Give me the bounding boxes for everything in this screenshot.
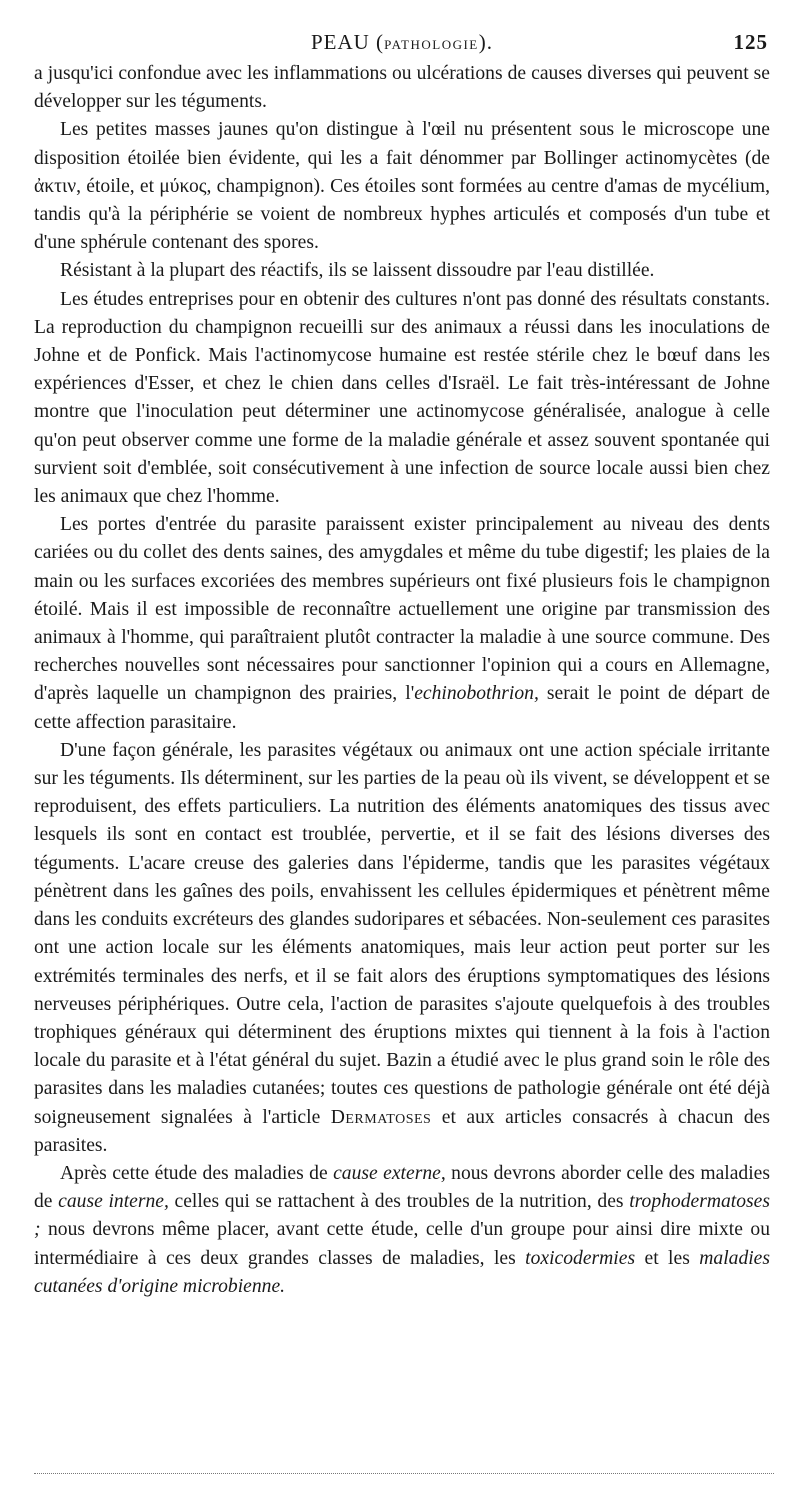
paragraph-6-text-a: D'une façon générale, les parasites végétaux ou animaux ont une action spéciale irritante sur les téguments. Ils déterminent, sur les parties de la peau où ils vivent, se développent et se reproduisent, des effets particuliers. La nutrition des éléments anatomiques des tissus avec lesquels ils sont en contact est troublée, pervertie, et il se fait des lésions diverses des téguments. L'acare creuse des galeries dans l'épiderme, tandis que les parasites végétaux pénètrent dans les gaînes des poils, envahissent les cellules épidermiques et pénètrent même dans les conduits excréteurs des glandes sudoripares et sébacées. Non-seulement ces parasites ont une action locale sur les éléments anatomiques, mais leur action peut porter sur les extrémités terminales des nerfs, et il se fait alors des éruptions symptomatiques des lésions nerveuses périphériques. Outre cela, l'action de parasites s'ajoute quelquefois à des troubles trophiques généraux qui déterminent des éruptions mixtes qui tiennent à la fois à l'action locale du parasite et à l'état général du sujet. Bazin a étudié avec le plus grand soin le rôle des parasites dans les maladies cutanées; toutes ces questions de pathologie générale ont été déjà soigneusement signalées à l'article [34, 739, 770, 1128]
running-title-subject: PATHOLOGIE [384, 37, 479, 52]
paragraph-7-italic-4: toxicodermies [525, 1247, 636, 1269]
paragraph-7-text-b: nous devrons aborder celle des maladies de [34, 1162, 770, 1213]
body-text [34, 60, 770, 1301]
running-title-end: ). [478, 30, 494, 54]
paragraph-6-text-b: et aux articles consacrés à chacun des parasites. [34, 1106, 770, 1156]
running-header [34, 24, 770, 60]
paragraph-7-text-a: Après cette étude des maladies de [60, 1162, 334, 1184]
paragraph-5-italic: echinobothrion, [414, 683, 539, 705]
paragraph-7-text-e: et les [635, 1247, 700, 1269]
paragraph-7 [34, 1160, 770, 1301]
paragraph-7-italic-3: trophodermatoses ; [34, 1191, 770, 1241]
paragraph-5 [34, 511, 770, 737]
paragraph-5-text-a: Les portes d'entrée du parasite paraissent exister principalement au niveau des dents cariées ou du collet des dents saines, des amygdales et même du tube digestif; les plaies de la main ou les surfaces excoriées des membres supérieurs ont fixé plusieurs fois le champignon étoilé. Mais il est impossible de reconnaître actuellement une origine par transmission des animaux à l'homme, qui paraîtraient plutôt contracter la maladie à une source commune. Des recherches nouvelles sont nécessaires pour sanctionner l'opinion qui a cours en Allemagne, d'après laquelle un champignon des prairies, l' [34, 514, 770, 705]
page-number: 125 [733, 30, 768, 54]
paragraph-7-italic-2: cause interne, [58, 1191, 169, 1213]
paragraph-6-small-caps: Dermatoses [330, 1106, 432, 1128]
paragraph-7-italic-1: cause externe, [333, 1162, 446, 1184]
paragraph-7-text-d: nous devrons même placer, avant cette étude, celle d'un groupe pour ainsi dire mixte ou intermédiaire à ces deux grandes classes de maladies, les [34, 1219, 770, 1269]
running-title [34, 30, 770, 55]
footer-dotted-rule [34, 1473, 774, 1474]
document-page [34, 24, 770, 1301]
paragraph-7-italic-5: maladies cutanées d'origine microbienne. [34, 1247, 770, 1297]
paragraph-7-text-c: celles qui se rattachent à des troubles de la nutrition, des [168, 1191, 630, 1213]
paragraph-1: a jusqu'ici confondue avec les inflammations ou ulcérations de causes diverses qui peuvent se développer sur les téguments. [34, 63, 770, 113]
paragraph-4: Les études entreprises pour en obtenir des cultures n'ont pas donné des résultats constants. La reproduction du champignon recueilli sur des animaux a réussi dans les inoculations de Johne et de Ponfick. Mais l'actinomycose humaine est restée stérile chez le bœuf dans les expériences d'Esser, et chez le chien dans celles d'Israël. Le fait très-intéressant de Johne montre que l'inoculation peut déterminer une actinomycose généralisée, analogue à celle qu'on peut observer comme une forme de la maladie générale et assez souvent spontanée qui survient soit d'emblée, soit consécutivement à une infection de source locale aussi bien chez les animaux que chez l'homme. [34, 288, 770, 508]
paragraph-2: Les petites masses jaunes qu'on distingue à l'œil nu présentent sous le microscope une disposition étoilée bien évidente, qui les a fait dénommer par Bollinger actinomycètes (de ἀκτιν, étoile, et μύκος, champignon). Ces étoiles sont formées au centre d'amas de mycélium, tandis qu'à la périphérie se voient de nombreux hyphes articulés et composés d'un tube et d'une sphérule contenant des spores. [34, 119, 770, 254]
paragraph-3: Résistant à la plupart des réactifs, ils se laissent dissoudre par l'eau distillée. [60, 260, 655, 282]
paragraph-6 [34, 737, 770, 1160]
paragraph-5-text-b: serait le point de départ de cette affection parasitaire. [34, 683, 770, 733]
running-title-main: PEAU ( [310, 30, 385, 54]
